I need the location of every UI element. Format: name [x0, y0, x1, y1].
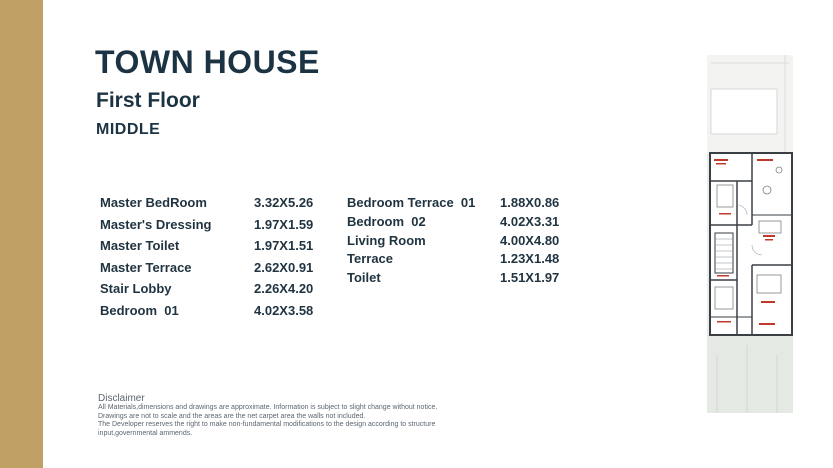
disclaimer-line: The Developer reserves the right to make non-fundamental modifications to the design according to structure [98, 421, 436, 428]
gold-side-bar [0, 0, 43, 468]
disclaimer-line: input,governmental ammends. [98, 429, 193, 437]
room-dimensions: 4.00X4.80 [500, 232, 560, 248]
room-name: Terrace [347, 251, 394, 267]
disclaimer-line: Drawings are not to scale and the areas are the net carpet area the walls not included. [98, 412, 366, 420]
room-dimensions: 1.23X1.48 [500, 251, 560, 267]
room-name: Master BedRoom [100, 195, 207, 210]
disclaimer-block [98, 393, 508, 438]
disclaimer-heading: Disclaimer [98, 393, 145, 404]
floor-plan-image [707, 55, 793, 413]
room-dimensions: 1.51X1.97 [500, 270, 560, 286]
room-name: Master Terrace [100, 259, 192, 275]
plan-front-yard [707, 333, 793, 413]
room-dimensions: 1.97X1.51 [254, 238, 314, 253]
room-name: Bedroom 01 [100, 302, 179, 318]
floor-plan-drawing [707, 55, 793, 413]
room-name: Master's Dressing [100, 216, 212, 232]
room-name: Toilet [347, 270, 381, 286]
plan-pool [711, 89, 777, 134]
room-name: Bedroom Terrace 01 [347, 195, 476, 210]
room-dimensions: 2.62X0.91 [254, 259, 314, 275]
room-name: Living Room [347, 232, 426, 248]
room-name: Stair Lobby [100, 281, 172, 296]
room-dimensions: 4.02X3.58 [254, 302, 314, 318]
room-dimensions: 1.97X1.59 [254, 216, 314, 232]
page-title: TOWN HOUSE [95, 44, 320, 80]
room-name: Master Toilet [100, 238, 180, 253]
room-dimensions: 3.32X5.26 [254, 195, 314, 210]
room-name: Bedroom 02 [347, 213, 426, 229]
floor-subtitle: First Floor [96, 89, 200, 112]
disclaimer-line: All Materials,dimensions and drawings are approximate. Information is subject to slight change without notice. [98, 404, 438, 411]
room-dimensions: 1.88X0.86 [500, 195, 560, 210]
room-dimensions: 4.02X3.31 [500, 213, 560, 229]
room-dimensions: 2.26X4.20 [254, 281, 314, 296]
unit-position-label: MIDDLE [96, 121, 161, 138]
